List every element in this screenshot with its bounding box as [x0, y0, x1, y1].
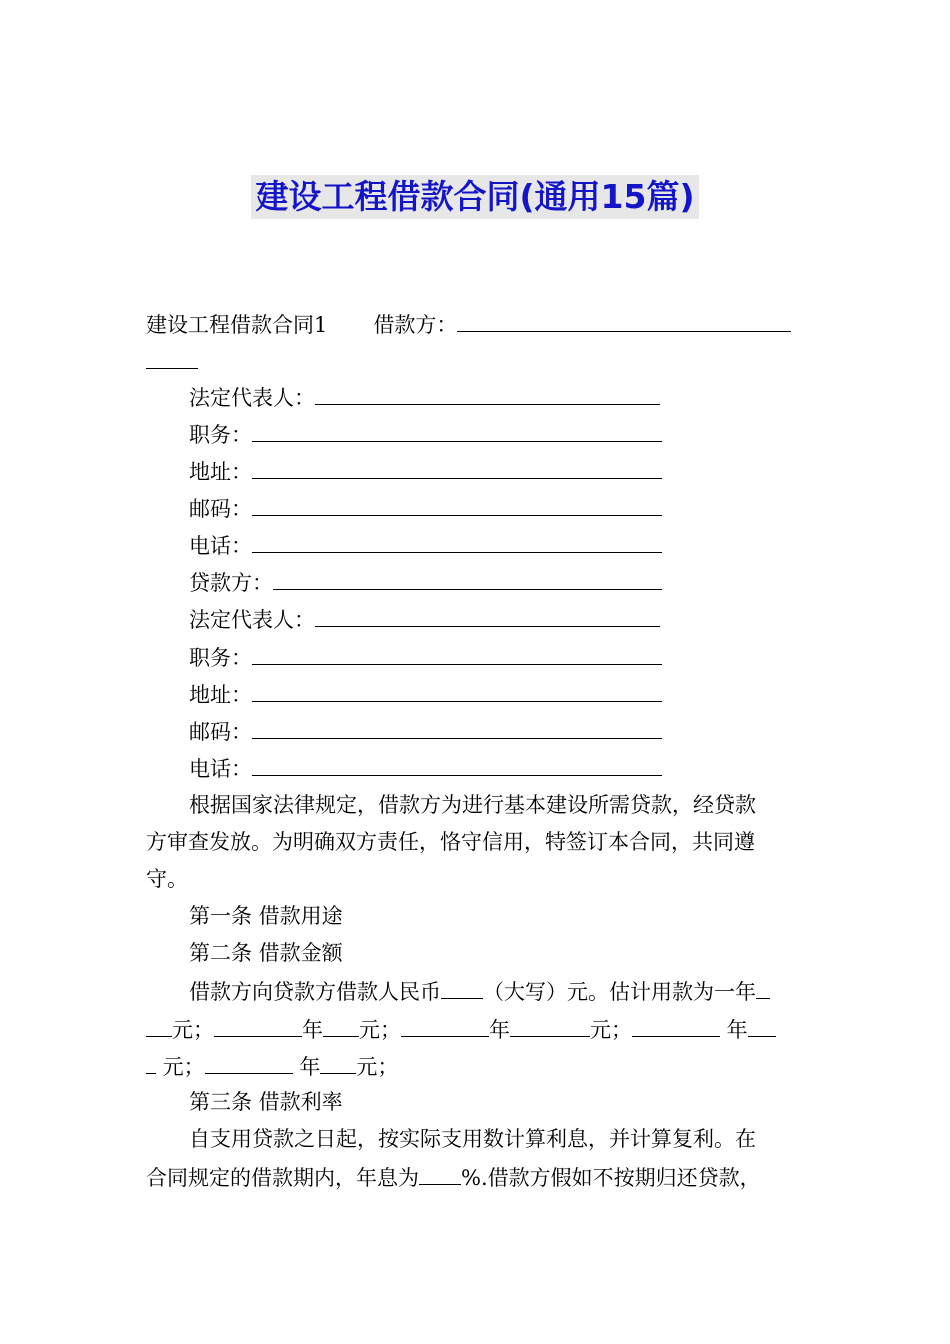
blank-line — [748, 1016, 776, 1037]
blank-line — [419, 1164, 461, 1185]
lender-legal-rep-row — [189, 606, 660, 632]
blank-line — [214, 1016, 302, 1037]
amount-text: （大写）元。估计用款为一年 — [483, 980, 756, 1004]
amount-line-2 — [146, 1016, 776, 1042]
year-text: 年 — [489, 1018, 510, 1042]
lender-title-row — [189, 644, 662, 670]
amount-line-1 — [189, 978, 770, 1004]
field-label: 职务： — [189, 646, 252, 670]
borrower-address-row — [189, 458, 662, 484]
yuan-text: 元； — [356, 1055, 399, 1079]
blank-line — [146, 1016, 172, 1037]
blank-line — [252, 532, 662, 553]
borrower-blank-continued — [146, 348, 198, 374]
blank-line — [315, 606, 660, 627]
borrower-phone-row — [189, 532, 662, 558]
blank-line — [401, 1016, 489, 1037]
lender-phone-row — [189, 755, 662, 781]
interest-line-2 — [146, 1164, 761, 1190]
contract-header-line — [146, 311, 791, 337]
yuan-text: 元； — [156, 1055, 205, 1079]
blank-line — [632, 1016, 720, 1037]
blank-line — [320, 1053, 356, 1074]
amount-line-3 — [146, 1053, 398, 1079]
year-text: 年 — [720, 1018, 748, 1042]
article-1-heading: 第一条 借款用途 — [189, 904, 343, 928]
borrower-postcode-row — [189, 495, 662, 521]
yuan-text: 元； — [359, 1018, 401, 1042]
field-label: 邮码： — [189, 497, 252, 521]
interest-text: 合同规定的借款期内，年息为 — [146, 1166, 419, 1190]
blank-line — [323, 1016, 359, 1037]
interest-text: %.借款方假如不按期归还贷款， — [461, 1166, 761, 1190]
contract-name: 建设工程借款合同1 — [146, 313, 328, 337]
intro-line-2: 方审查发放。为明确双方责任，恪守信用，特签订本合同，共同遵 — [146, 830, 755, 854]
blank-line — [205, 1053, 293, 1074]
blank-line — [510, 1016, 590, 1037]
blank-line — [252, 755, 662, 776]
field-label: 地址： — [189, 683, 252, 707]
blank-line — [252, 495, 662, 516]
borrower-title-row — [189, 421, 662, 447]
year-text: 年 — [292, 1055, 321, 1079]
document-title: 建设工程借款合同(通用15篇) — [251, 175, 698, 219]
field-label: 地址： — [189, 460, 252, 484]
lender-address-row — [189, 681, 662, 707]
blank-line — [146, 348, 198, 369]
lender-label: 贷款方： — [189, 571, 273, 595]
field-label: 职务： — [189, 423, 252, 447]
blank-line — [273, 569, 662, 590]
field-label: 法定代表人： — [189, 386, 315, 410]
blank-line — [146, 1053, 156, 1074]
blank-line — [252, 458, 662, 479]
year-text: 年 — [302, 1018, 323, 1042]
blank-line — [252, 421, 662, 442]
intro-line-3: 守。 — [146, 867, 188, 891]
lender-postcode-row — [189, 718, 662, 744]
blank-line — [252, 718, 662, 739]
blank-line — [441, 978, 483, 999]
field-label: 电话： — [189, 757, 252, 781]
field-label: 电话： — [189, 534, 252, 558]
intro-line-1: 根据国家法律规定，借款方为进行基本建设所需贷款，经贷款 — [189, 793, 756, 817]
article-3-heading: 第三条 借款利率 — [189, 1090, 343, 1114]
blank-line — [315, 384, 660, 405]
yuan-text: 元； — [590, 1018, 632, 1042]
borrower-label: 借款方： — [373, 313, 458, 337]
blank-line — [252, 644, 662, 665]
field-label: 法定代表人： — [189, 608, 315, 632]
borrower-blank — [457, 311, 791, 332]
interest-line-1: 自支用贷款之日起，按实际支用数计算利息，并计算复利。在 — [189, 1127, 756, 1151]
blank-line — [252, 681, 662, 702]
lender-row — [189, 569, 662, 595]
title-wrap — [0, 175, 950, 219]
article-2-heading: 第二条 借款金额 — [189, 941, 343, 965]
field-label: 邮码： — [189, 720, 252, 744]
borrower-legal-rep-row — [189, 384, 660, 410]
blank-line — [756, 978, 770, 999]
yuan-text: 元； — [172, 1018, 214, 1042]
amount-text: 借款方向贷款方借款人民币 — [189, 980, 441, 1004]
